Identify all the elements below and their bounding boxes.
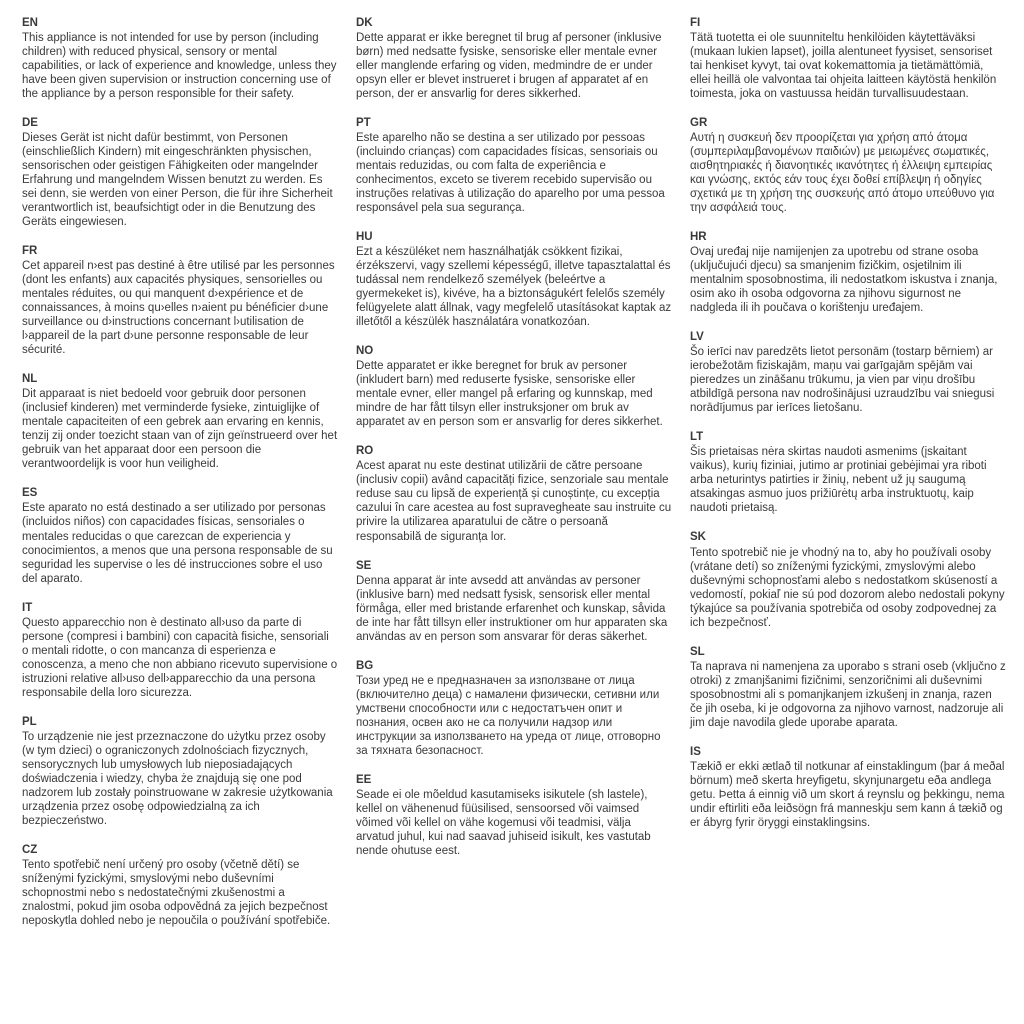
lang-code-it: IT — [22, 601, 33, 614]
section-lv — [690, 330, 1006, 415]
lang-text-pt: Este aparelho não se destina a ser utilizado por pessoas (incluindo crianças) com capacidades físicas, sensoriais ou mentais reduzidas, ou com falta de experiência e conhecimentos, exceto se tiverem recebido supervisão ou instruções relativas à utilização do aparelho por uma pessoa responsável pela sua segurança. — [356, 132, 665, 215]
lang-text-pl: To urządzenie nie jest przeznaczone do użytku przez osoby (w tym dzieci) o ograniczonych zdolnościach fizycznych, sensorycznych lub umysłowych lub nieposiadających doświadczenia i wiedzy, chyba że znajdują się one pod nadzorem lub zostały poinstruowane w zakresie użytkowania urządzenia przez osobę odpowiedzialną za ich bezpieczeństwo. — [22, 730, 333, 827]
lang-code-en: EN — [22, 17, 38, 29]
section-en — [22, 16, 338, 101]
lang-text-cz: Tento spotřebič není určený pro osoby (včetně dětí) se sníženými fyzickými, smyslovými nebo duševními schopnostmi nebo s nedostatečnými zkušenostmi a znalostmi, pokud jim osoba odpovědná za jejich bezpečnost neposkytla dohled nebo je nepoučila o používání spotřebiče. — [22, 858, 331, 927]
lang-code-is: IS — [690, 745, 701, 758]
section-ro — [356, 444, 672, 543]
lang-code-pl: PL — [22, 715, 37, 728]
lang-code-de: DE — [22, 117, 38, 130]
section-no — [356, 344, 672, 429]
section-es — [22, 486, 338, 585]
lang-text-ee: Seade ei ole mõeldud kasutamiseks isikutele (sh lastele), kellel on vähenenud füüsilised, sensoorsed või vaimsed võimed või kellel on vähe kogemusi või teadmisi, välja arvatud juhul, kui nad saavad juhiseid isikult, kes vastutab nende ohutuse eest. — [356, 788, 651, 857]
section-fr — [22, 244, 338, 357]
section-is — [690, 745, 1006, 830]
lang-text-sl: Ta naprava ni namenjena za uporabo s strani oseb (vključno z otroki) z zmanjšanimi fizičnimi, senzoričnimi ali duševnimi sposobnostmi ali s pomanjkanjem izkušenj in znanja, razen če jih oseba, ki je odgovorna za njihovo varnost, nadzoruje ali jim daje navodila glede uporabe aparata. — [690, 660, 1006, 729]
lang-text-es: Este aparato no está destinado a ser utilizado por personas (incluidos niños) con capacidades físicas, sensoriales o mentales reducidas o que carezcan de experiencia y conocimientos, a menos que una persona responsable de su seguridad les supervise o les dé instrucciones sobre el uso del aparato. — [22, 502, 333, 585]
section-fi — [690, 16, 1006, 101]
section-dk — [356, 16, 672, 101]
lang-text-lv: Šo ierīci nav paredzēts lietot personām (tostarp bērniem) ar ierobežotām fiziskajām, maņu vai garīgajām spējām vai pieredzes un zināšanu trūkumu, ja vien par viņu drošību atbildīgā persona nav nodrošinājusi uzraudzību vai sniegusi norādījumus par ierīces lietošanu. — [690, 346, 995, 415]
lang-code-lv: LV — [690, 331, 704, 344]
lang-code-cz: CZ — [22, 843, 38, 856]
section-nl — [22, 372, 338, 471]
section-de — [22, 116, 338, 229]
section-sl — [690, 645, 1006, 730]
lang-text-dk: Dette apparat er ikke beregnet til brug af personer (inklusive børn) med nedsatte fysiske, sensoriske eller mentale evner eller manglende erfaring og viden, medmindre de er under opsyn eller er blevet instrueret i brugen af apparatet af en person, der er ansvarlig for deres sikkerhed. — [356, 32, 662, 101]
lang-code-se: SE — [356, 559, 372, 572]
lang-text-fi: Tätä tuotetta ei ole suunniteltu henkilöiden käytettäväksi (mukaan lukien lapset), joilla alentuneet fyysiset, sensoriset tai henkiset kyvyt, tai ovat kokemattomia ja tietämättömiä, ellei heillä ole valvontaa tai ohjeita laitteen käytöstä henkilön toimesta, joka on vastuussa heidän turvallisuudestaan. — [690, 32, 997, 101]
lang-code-lt: LT — [690, 431, 704, 444]
lang-text-lt: Šis prietaisas nėra skirtas naudoti asmenims (įskaitant vaikus), kurių fiziniai, jutimo ar protiniai gebėjimai yra riboti arba neturintys patirties ir žinių, nebent už jų saugumą atsakingas asmuo juos prižiūrėtų arba instruktuotų, kaip naudoti prietaisą. — [690, 446, 987, 515]
lang-text-no: Dette apparatet er ikke beregnet for bruk av personer (inkludert barn) med reduserte fysiske, sensoriske eller mentale evner, eller mangel på erfaring og kunnskap, med mindre de har fått tilsyn eller instruksjoner om bruk av apparatet av en person som er ansvarlig for deres sikkerhet. — [356, 360, 663, 429]
lang-code-dk: DK — [356, 17, 373, 29]
lang-code-fi: FI — [690, 17, 701, 29]
lang-code-gr: GR — [690, 117, 708, 130]
lang-code-ro: RO — [356, 445, 374, 458]
lang-code-hr: HR — [690, 231, 707, 244]
lang-text-sk: Tento spotrebič nie je vhodný na to, aby ho používali osoby (vrátane detí) so zníženými fyzickými, zmyslovými alebo duševnými schopnosťami alebo s nedostatkom skúseností a vedomostí, pokiaľ nie sú pod dozorom alebo nedostali pokyny týkajúce sa používania spotrebiča od osoby zodpovednej za ich bezpečnosť. — [690, 546, 1005, 629]
lang-text-hu: Ezt a készüléket nem használhatják csökkent fizikai, érzékszervi, vagy szellemi képességű, illetve tapasztalattal és tudással nem rendelkező személyek (beleértve a gyermekeket is), kivéve, ha a biztonságukért felelős személy felügyelete alatt állnak, vagy megfelelő utasításokat kaptak az illetőtől a készülék használatára vonatkozóan. — [356, 246, 672, 329]
lang-text-hr: Ovaj uređaj nije namijenjen za upotrebu od strane osoba (uključujući djecu) sa smanjenim fizičkim, osjetilnim ili mentalnim sposobnostima, ili nedostatkom iskustva i znanja, osim ako ih osoba odgovorna za njihovu sigurnost ne nadgleda ili ih poučava o korištenju uređajem. — [690, 246, 998, 315]
lang-text-fr: Cet appareil n›est pas destiné à être utilisé par les personnes (dont les enfants) aux capacités physiques, sensorielles ou mentales réduites, ou qui manquent d›expérience et de connaissances, à moins qu›elles n›aient pu bénéficier d›une surveillance ou d›instructions concernant l›utilisation de l›appareil de la part d›une personne responsable de leur sécurité. — [22, 260, 335, 357]
section-lt — [690, 430, 1006, 515]
lang-code-nl: NL — [22, 373, 38, 386]
lang-code-fr: FR — [22, 245, 38, 258]
language-column-2 — [356, 16, 672, 1014]
lang-code-ee: EE — [356, 773, 372, 786]
section-ee — [356, 773, 672, 858]
lang-text-en: This appliance is not intended for use by person (including children) with reduced physical, sensory or mental capabilities, or lack of experience and knowledge, unless they have been given supervision or instruction concerning use of the appliance by a person responsible for their safety. — [22, 32, 337, 101]
section-hr — [690, 230, 1006, 315]
section-it — [22, 601, 338, 700]
language-column-1 — [22, 16, 338, 1014]
lang-code-bg: BG — [356, 659, 374, 672]
section-se — [356, 559, 672, 644]
lang-code-no: NO — [356, 345, 374, 358]
section-bg — [356, 659, 672, 758]
lang-text-gr: Αυτή η συσκευή δεν προορίζεται για χρήση από άτομα (συμπεριλαμβανομένων παιδιών) με μειωμένες σωματικές, αισθητηριακές ή διανοητικές ικανότητες ή έλλειψη εμπειρίας και γνώσης, εκτός εάν τους έχει δοθεί επίβλεψη ή οδηγίες σχετικά με τη χρήση της συσκευής από άτομο υπεύθυνο για την ασφάλειά τους. — [690, 132, 995, 215]
lang-text-is: Tækið er ekki ætlað til notkunar af einstaklingum (þar á meðal börnum) með skerta hreyfigetu, skynjunargetu eða andlega getu. Þetta á einnig við um skort á reynslu og þekkingu, nema undir eftirliti eða leiðsögn frá manneskju sem kann á tækið og er ábyrg fyrir öryggi einstaklingsins. — [690, 760, 1005, 829]
section-gr — [690, 116, 1006, 215]
lang-code-pt: PT — [356, 117, 371, 130]
section-sk — [690, 530, 1006, 629]
lang-code-sl: SL — [690, 645, 705, 658]
section-cz — [22, 843, 338, 928]
lang-text-ro: Acest aparat nu este destinat utilizării de către persoane (inclusiv copii) având capacități fizice, senzoriale sau mentale reduse sau cu lipsă de experiență și cunoștințe, cu excepția cazului în care acestea au fost supravegheate sau instruite cu privire la utilizarea aparatului de către o persoană responsabilă de siguranța lor. — [356, 460, 672, 543]
lang-code-sk: SK — [690, 531, 706, 544]
lang-text-nl: Dit apparaat is niet bedoeld voor gebruik door personen (inclusief kinderen) met verminderde fysieke, zintuiglijke of mentale capaciteiten of een gebrek aan ervaring en kennis, tenzij zij onder toezicht staan van of zijn geïnstrueerd over het gebruik van het apparaat door een persoon die verantwoordelijk is voor hun veiligheid. — [22, 388, 338, 471]
lang-text-se: Denna apparat är inte avsedd att användas av personer (inklusive barn) med nedsatt fysisk, sensorisk eller mental förmåga, eller med bristande erfarenhet och kunskap, såvida de inte har fått tillsyn eller instruktioner om hur apparaten ska användas av en person som ansvarar för deras säkerhet. — [356, 574, 668, 643]
section-pt — [356, 116, 672, 215]
section-hu — [356, 230, 672, 329]
section-pl — [22, 715, 338, 828]
lang-code-es: ES — [22, 487, 38, 500]
language-column-3 — [690, 16, 1006, 1014]
lang-text-it: Questo apparecchio non è destinato all›uso da parte di persone (compresi i bambini) con capacità fisiche, sensoriali o mentali ridotte, o con mancanza di esperienza e conoscenza, a meno che non abbiano ricevuto supervisione o istruzioni relative all›uso dell›apparecchio da una persona responsabile della loro sicurezza. — [22, 616, 338, 699]
lang-text-de: Dieses Gerät ist nicht dafür bestimmt, von Personen (einschließlich Kindern) mit eingeschränkten physischen, sensorischen oder geistigen Fähigkeiten oder mangelnder Erfahrung und mangelndem Wissen benutzt zu werden. Es sei denn, sie werden von einer Person, die für ihre Sicherheit verantwortlich ist, beaufsichtigt oder in die Benutzung des Geräts eingewiesen. — [22, 132, 333, 229]
lang-text-bg: Този уред не е предназначен за използване от лица (включително деца) с намалени физически, сетивни или умствени способности или с недостатъчен опит и познания, освен ако не са получили надзор или инструкции за използването на уреда от лице, отговорно за тяхната безопасност. — [356, 674, 661, 757]
lang-code-hu: HU — [356, 231, 373, 244]
